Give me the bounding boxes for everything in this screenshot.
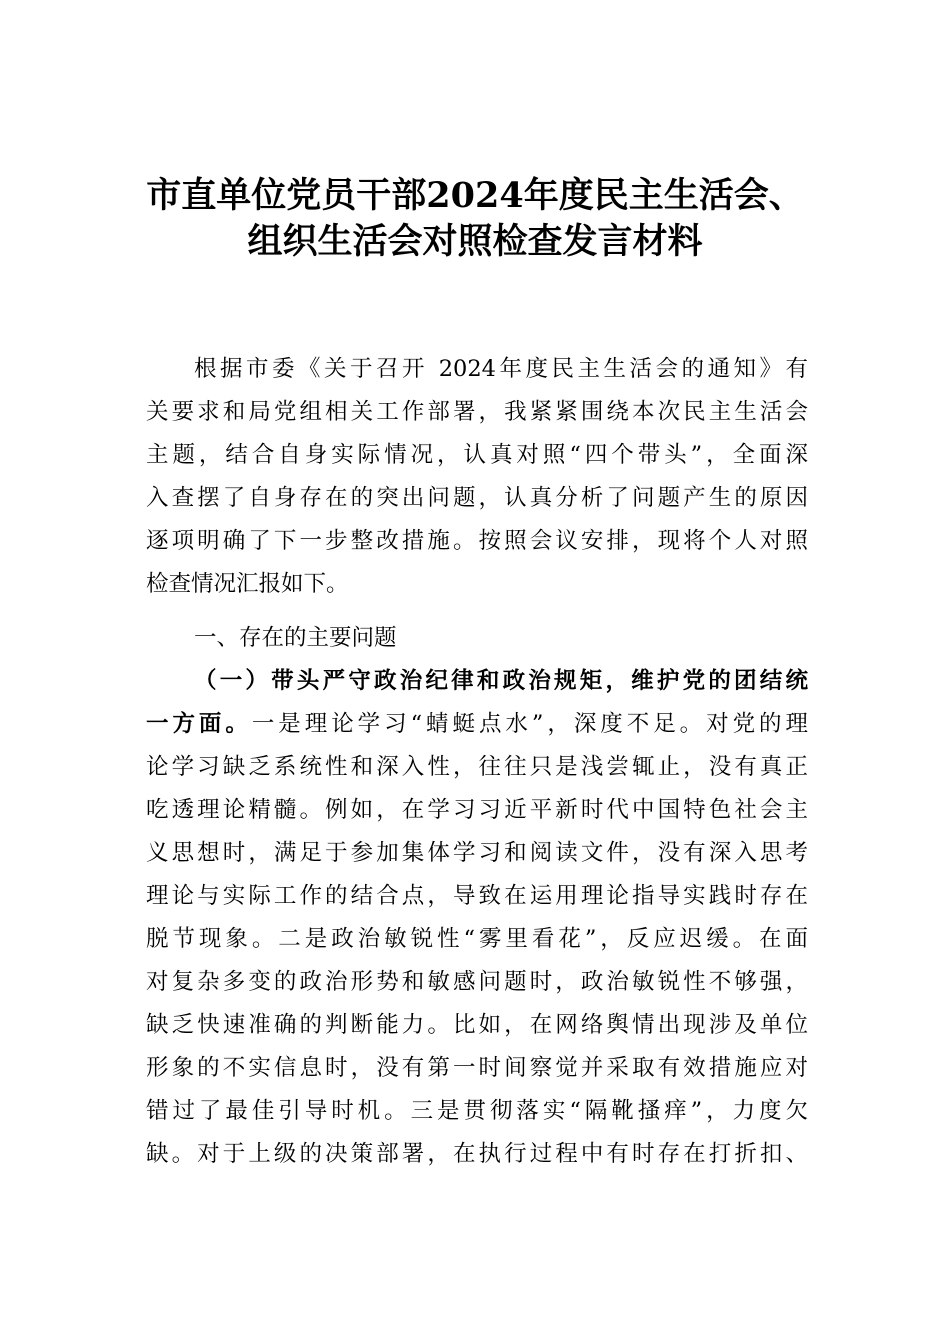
body-line: 错过了最佳引导时机。三是贯彻落实“隔靴搔痒”，力度欠 (146, 1098, 808, 1124)
subsection-text: 一是理论学习“蜻蜓点水”，深度不足。对党的理 (251, 711, 808, 737)
intro-line: 根据市委《关于召开 2024年度民主生活会的通知》有 (194, 356, 808, 382)
body-line: 论学习缺乏系统性和深入性，往往只是浅尝辄止，没有真正 (146, 754, 808, 780)
body-line: 吃透理论精髓。例如，在学习习近平新时代中国特色社会主 (146, 797, 808, 823)
body-line: 义思想时，满足于参加集体学习和阅读文件，没有深入思考 (146, 840, 808, 866)
section-heading: 一、存在的主要问题 (194, 625, 397, 651)
subsection-line (146, 709, 808, 739)
document-title-line-2: 组织生活会对照检查发言材料 (247, 221, 703, 262)
intro-line: 入查摆了自身存在的突出问题，认真分析了问题产生的原因 (146, 485, 808, 511)
intro-line: 关要求和局党组相关工作部署，我紧紧围绕本次民主生活会 (146, 399, 808, 425)
intro-line: 逐项明确了下一步整改措施。按照会议安排，现将个人对照 (146, 528, 808, 554)
body-line: 缺。对于上级的决策部署，在执行过程中有时存在打折扣、 (146, 1141, 808, 1167)
body-line: 对复杂多变的政治形势和敏感问题时，政治敏锐性不够强， (146, 969, 808, 995)
body-line: 脱节现象。二是政治敏锐性“雾里看花”，反应迟缓。在面 (146, 926, 808, 952)
intro-line: 主题，结合自身实际情况，认真对照“四个带头”，全面深 (146, 442, 808, 468)
document-title-line-1: 市直单位党员干部2024年度民主生活会、 (146, 175, 804, 216)
body-line: 理论与实际工作的结合点，导致在运用理论指导实践时存在 (146, 883, 808, 909)
subsection-heading-line: （一）带头严守政治纪律和政治规矩，维护党的团结统 (194, 668, 808, 694)
body-line: 缺乏快速准确的判断能力。比如，在网络舆情出现涉及单位 (146, 1012, 808, 1038)
intro-line: 检查情况汇报如下。 (146, 571, 349, 597)
body-line: 形象的不实信息时，没有第一时间察觉并采取有效措施应对 (146, 1055, 808, 1081)
subsection-heading-end: 一方面。 (146, 711, 252, 737)
